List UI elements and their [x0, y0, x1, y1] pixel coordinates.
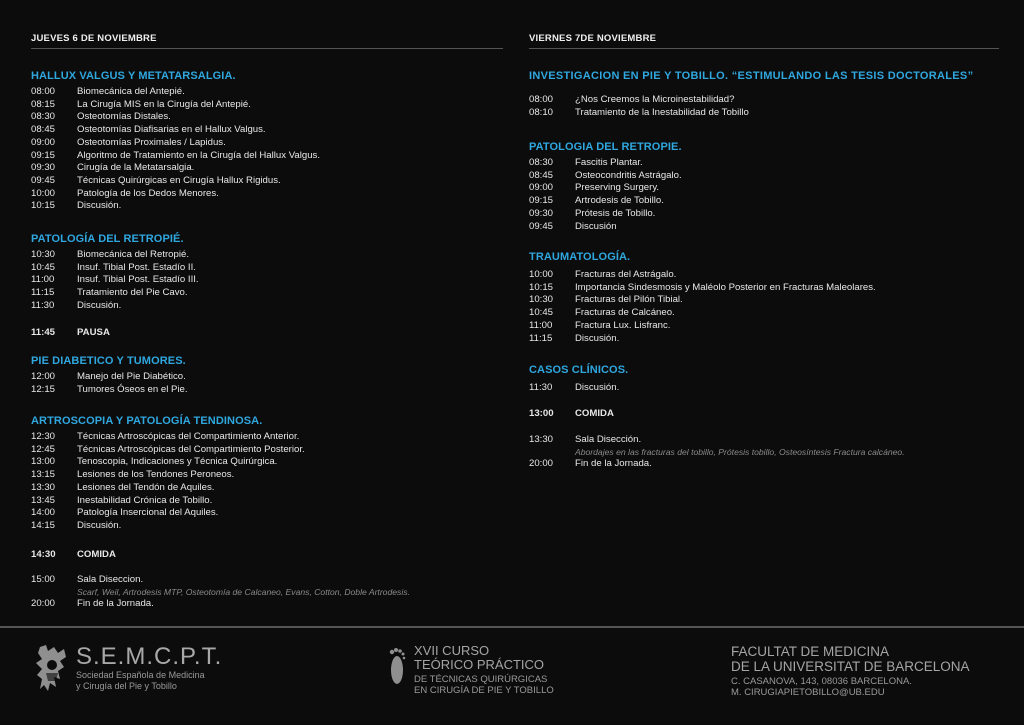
activity: Sala Disección. — [575, 434, 642, 445]
time: 14:15 — [31, 519, 56, 531]
session-title: PATOLOGIA DEL RETROPIE. — [529, 141, 682, 153]
time: 11:45 — [31, 327, 56, 338]
activity: Insuf. Tibial Post. Estadío III. — [77, 274, 199, 286]
pause-row — [529, 408, 1001, 421]
time: 10:00 — [31, 187, 56, 199]
activity: PAUSA — [77, 327, 110, 338]
time: 13:00 — [529, 408, 554, 419]
activity: Fracturas de Calcáneo. — [575, 307, 675, 319]
schedule-row — [31, 262, 503, 275]
activity: Biomecánica del Antepié. — [77, 86, 185, 97]
activity: Fin de la Jornada. — [77, 597, 154, 609]
activity: La Cirugía MIS en la Cirugía del Antepié. — [77, 98, 251, 110]
pause-row — [31, 327, 503, 340]
session-title: ARTROSCOPIA Y PATOLOGÍA TENDINOSA. — [31, 415, 263, 427]
schedule-row — [529, 170, 1001, 183]
time: 20:00 — [31, 597, 56, 609]
time: 10:45 — [529, 307, 554, 319]
session-title: PIE DIABETICO Y TUMORES. — [31, 355, 186, 367]
activity: Discusión — [575, 220, 617, 232]
pause-row — [31, 549, 503, 562]
time: 14:30 — [31, 549, 56, 560]
schedule-row — [529, 333, 1001, 346]
schedule-row — [529, 269, 1001, 282]
course-line: DE TÉCNICAS QUIRÚRGICAS — [414, 674, 548, 685]
activity: Fracturas del Astrágalo. — [575, 269, 677, 280]
activity: Fracturas del Pilón Tibial. — [575, 294, 683, 306]
time: 09:00 — [31, 136, 56, 148]
schedule-row — [31, 137, 503, 150]
time: 10:15 — [31, 200, 56, 212]
time: 08:00 — [529, 94, 554, 105]
schedule-row — [529, 221, 1001, 234]
activity: Discusión. — [575, 332, 620, 344]
schedule-row — [31, 162, 503, 175]
time: 10:00 — [529, 269, 554, 280]
time: 13:00 — [31, 456, 56, 468]
activity: Artrodesis de Tobillo. — [575, 195, 664, 207]
schedule-row — [31, 495, 503, 508]
schedule-row — [529, 320, 1001, 333]
session-section — [31, 355, 503, 396]
schedule-row — [529, 294, 1001, 307]
activity-note: Abordajes en las fracturas del tobillo, Prótesis tobillo, Osteosíntesis Fractura calcáneo. — [575, 446, 905, 457]
time: 13:15 — [31, 469, 56, 481]
time: 08:10 — [529, 106, 554, 118]
session-title: TRAUMATOLOGÍA. — [529, 251, 631, 263]
time: 11:00 — [31, 274, 55, 286]
divider — [31, 48, 503, 49]
schedule-row — [31, 200, 503, 213]
session-section — [31, 415, 503, 533]
schedule-row — [31, 249, 503, 262]
session-section — [529, 70, 1001, 119]
time: 08:30 — [529, 157, 554, 168]
course-title — [414, 644, 554, 696]
schedule-row — [529, 382, 1001, 395]
closing-rows — [529, 434, 1001, 470]
schedule-row — [31, 456, 503, 469]
time: 12:15 — [31, 383, 56, 395]
session-list — [31, 249, 503, 313]
activity: Fractura Lux. Lisfranc. — [575, 319, 671, 331]
society-acronym: S.E.M.C.P.T. — [76, 643, 223, 670]
activity: Tumores Óseos en el Pie. — [77, 383, 188, 395]
activity: Osteocondritis Astrágalo. — [575, 169, 682, 181]
time: 09:30 — [31, 162, 56, 174]
session-title: CASOS CLÍNICOS. — [529, 364, 629, 376]
schedule-row — [529, 182, 1001, 195]
faculty-line: FACULTAT DE MEDICINA — [731, 644, 890, 659]
activity: Preserving Surgery. — [575, 182, 660, 194]
course-line: XVII CURSO — [414, 643, 490, 658]
activity: Discusión. — [77, 200, 122, 212]
session-list — [529, 382, 1001, 395]
activity: Osteotomías Proximales / Lapidus. — [77, 136, 226, 148]
activity: Patología de los Dedos Menores. — [77, 187, 219, 199]
schedule-row — [31, 549, 503, 562]
schedule-row — [31, 507, 503, 520]
time: 09:45 — [529, 220, 554, 232]
time: 08:00 — [31, 86, 56, 97]
time: 15:00 — [31, 574, 56, 585]
activity: Discusión. — [77, 299, 122, 311]
society-name-line: y Cirugía del Pie y Tobillo — [76, 681, 177, 691]
time: 09:15 — [31, 149, 56, 161]
activity: Técnicas Quirúrgicas en Cirugía Hallux Rigidus. — [77, 174, 281, 186]
schedule-row — [529, 208, 1001, 221]
activity: Discusión. — [77, 519, 122, 531]
schedule-row — [31, 86, 503, 99]
schedule-row — [31, 431, 503, 444]
time: 11:30 — [31, 299, 55, 311]
footer — [0, 628, 1024, 725]
time: 08:30 — [31, 111, 56, 123]
session-list — [31, 86, 503, 213]
schedule-row — [31, 99, 503, 112]
time: 09:45 — [31, 174, 56, 186]
session-list — [31, 431, 503, 533]
time: 10:45 — [31, 261, 56, 273]
day-column-thursday — [31, 0, 503, 620]
activity: Tenoscopia, Indicaciones y Técnica Quirúrgica. — [77, 456, 278, 468]
activity: Cirugía de la Metatarsalgia. — [77, 162, 195, 174]
activity: COMIDA — [575, 408, 614, 419]
course-line: EN CIRUGÍA DE PIE Y TOBILLO — [414, 684, 554, 696]
schedule-row — [31, 598, 503, 611]
schedule-row — [31, 574, 503, 587]
activity: Osteotomías Distales. — [77, 111, 171, 123]
session-list — [529, 94, 1001, 119]
session-section — [529, 364, 1001, 395]
schedule-row — [529, 458, 1001, 471]
activity: Tratamiento del Pie Cavo. — [77, 287, 188, 299]
schedule-row — [31, 124, 503, 137]
activity: COMIDA — [77, 549, 116, 560]
course-line: TEÓRICO PRÁCTICO — [414, 657, 545, 672]
faculty-address: C. CASANOVA, 143, 08036 BARCELONA. — [731, 676, 912, 687]
time: 08:45 — [31, 124, 56, 136]
activity: Fin de la Jornada. — [575, 457, 652, 469]
activity: Insuf. Tibial Post. Estadío II. — [77, 261, 196, 273]
session-list — [529, 269, 1001, 345]
time: 10:15 — [529, 281, 554, 293]
divider — [529, 48, 999, 49]
schedule-row — [31, 469, 503, 482]
activity: Biomecánica del Retropié. — [77, 249, 189, 260]
activity: Prótesis de Tobillo. — [575, 207, 656, 219]
day-header: VIERNES 7DE NOVIEMBRE — [529, 33, 657, 44]
schedule-row — [529, 94, 1001, 107]
activity: ¿Nos Creemos la Microinestabilidad? — [575, 94, 735, 105]
closing-rows — [31, 574, 503, 610]
activity: Discusión. — [575, 382, 620, 393]
time: 09:30 — [529, 207, 554, 219]
session-section — [31, 233, 503, 313]
schedule-row — [31, 371, 503, 384]
society-crest-icon — [34, 643, 74, 693]
activity: Lesiones de los Tendones Peroneos. — [77, 469, 235, 481]
activity: Técnicas Artroscópicas del Compartimiento Anterior. — [77, 431, 300, 442]
activity: Algoritmo de Tratamiento en la Cirugía del Hallux Valgus. — [77, 149, 320, 161]
schedule-row — [31, 520, 503, 533]
schedule-row — [31, 482, 503, 495]
activity-note: Scarf, Weil, Artrodesis MTP, Osteotomía de Calcaneo, Evans, Cotton, Doble Artrodesis. — [77, 586, 410, 597]
schedule-row — [31, 287, 503, 300]
activity: Patología Insercional del Aquiles. — [77, 507, 219, 519]
time: 13:30 — [529, 434, 554, 445]
schedule-row — [529, 282, 1001, 295]
footprint-icon — [388, 646, 406, 690]
day-header: JUEVES 6 DE NOVIEMBRE — [31, 33, 157, 44]
time: 08:15 — [31, 98, 56, 110]
schedule-row — [31, 274, 503, 287]
time: 10:30 — [31, 249, 56, 260]
activity: Técnicas Artroscópicas del Compartimiento Posterior. — [77, 443, 305, 455]
faculty-line: DE LA UNIVERSITAT DE BARCELONA — [731, 659, 970, 674]
faculty-email: M. CIRUGIAPIETOBILLO@UB.EDU — [731, 687, 885, 698]
session-list — [31, 371, 503, 396]
activity: Osteotomías Diafisarias en el Hallux Valgus. — [77, 124, 266, 136]
time: 12:00 — [31, 371, 56, 382]
schedule-row — [31, 327, 503, 340]
activity: Lesiones del Tendón de Aquiles. — [77, 481, 215, 493]
schedule-row — [529, 195, 1001, 208]
schedule-row — [529, 107, 1001, 120]
time: 11:00 — [529, 319, 553, 331]
session-section — [529, 141, 1001, 233]
time: 20:00 — [529, 457, 554, 469]
time: 08:45 — [529, 169, 554, 181]
session-section — [31, 70, 503, 213]
session-section — [529, 251, 1001, 345]
session-title: PATOLOGÍA DEL RETROPIÉ. — [31, 233, 184, 245]
time: 12:45 — [31, 443, 56, 455]
schedule-row — [31, 384, 503, 397]
faculty-info — [731, 644, 970, 698]
schedule-row — [31, 150, 503, 163]
schedule-row — [31, 111, 503, 124]
schedule-row — [529, 307, 1001, 320]
society-brand — [76, 644, 222, 692]
schedule-row — [31, 175, 503, 188]
time: 11:15 — [31, 287, 55, 299]
schedule-row — [31, 188, 503, 201]
activity: Fascitis Plantar. — [575, 157, 643, 168]
time: 09:15 — [529, 195, 554, 207]
time: 09:00 — [529, 182, 554, 194]
schedule-row — [31, 444, 503, 457]
activity: Inestabilidad Crónica de Tobillo. — [77, 494, 213, 506]
time: 12:30 — [31, 431, 56, 442]
activity: Tratamiento de la Inestabilidad de Tobillo — [575, 106, 749, 118]
time: 13:45 — [31, 494, 56, 506]
schedule-row — [529, 408, 1001, 421]
session-title: HALLUX VALGUS Y METATARSALGIA. — [31, 70, 236, 82]
schedule-row — [529, 434, 1001, 447]
schedule-row — [31, 300, 503, 313]
schedule-row — [529, 157, 1001, 170]
day-column-friday — [529, 0, 1001, 620]
activity: Sala Diseccion. — [77, 574, 144, 585]
time: 10:30 — [529, 294, 554, 306]
session-title: INVESTIGACION EN PIE Y TOBILLO. “ESTIMULANDO LAS TESIS DOCTORALES” — [529, 70, 974, 82]
time: 11:30 — [529, 382, 553, 393]
session-list — [529, 157, 1001, 233]
activity: Manejo del Pie Diabético. — [77, 371, 186, 382]
society-name-line: Sociedad Española de Medicina — [76, 670, 205, 680]
time: 13:30 — [31, 481, 56, 493]
time: 11:15 — [529, 332, 553, 344]
activity: Importancia Sindesmosis y Maléolo Posterior en Fracturas Maleolares. — [575, 281, 876, 293]
time: 14:00 — [31, 507, 56, 519]
